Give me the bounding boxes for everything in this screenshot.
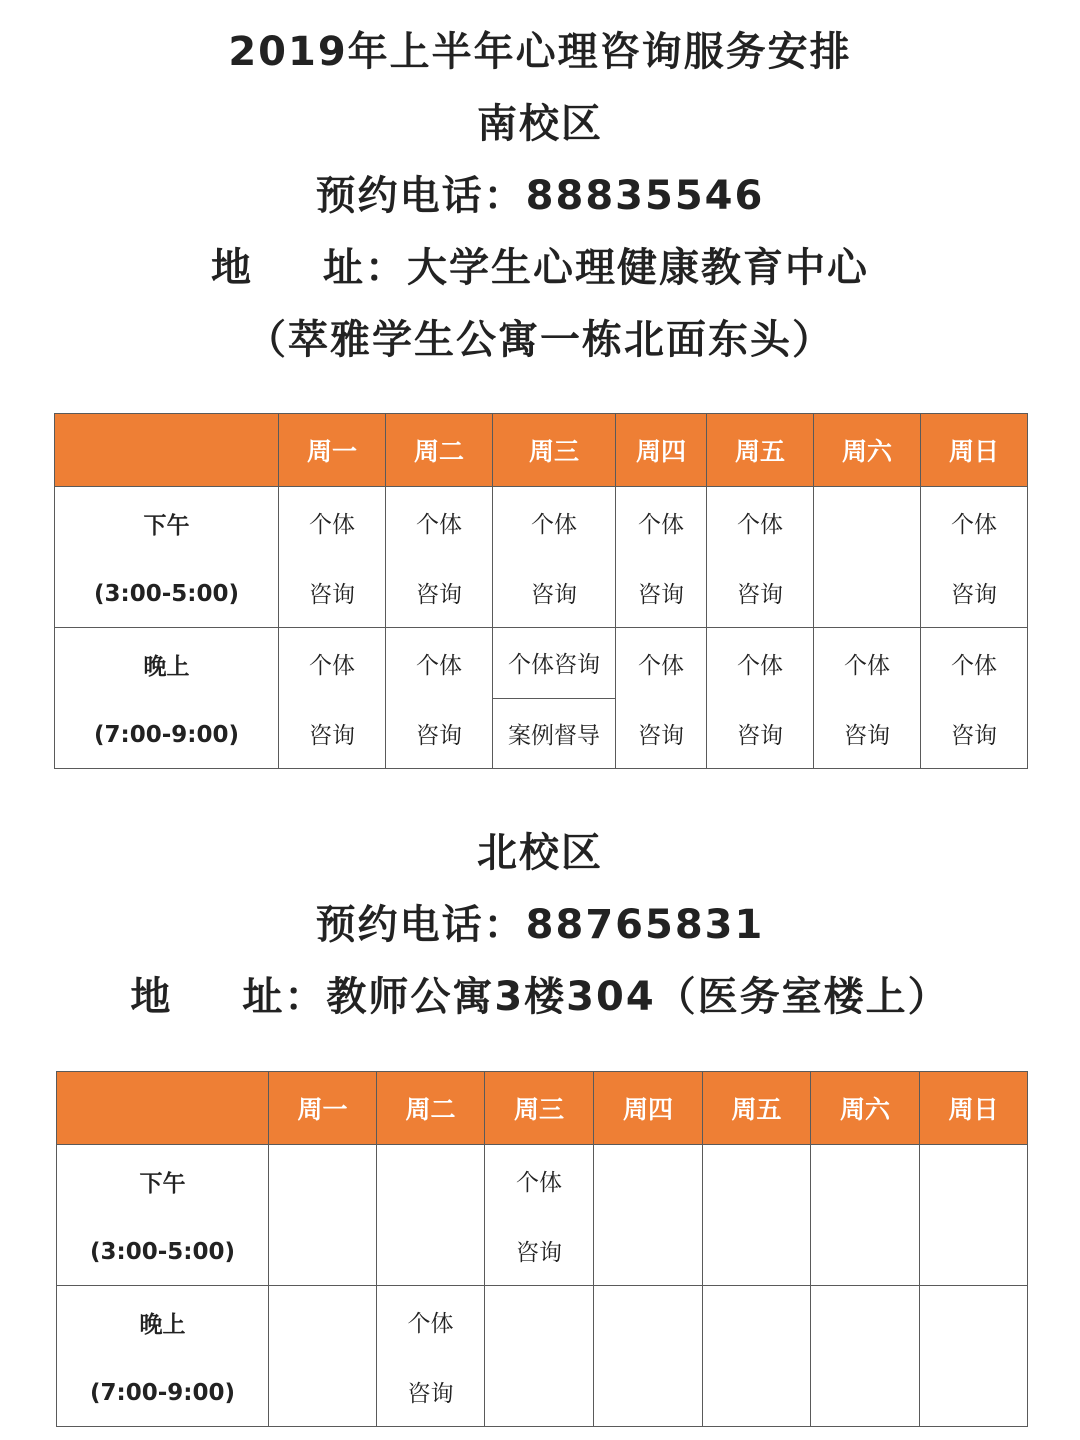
table-row (55, 628, 1028, 769)
schedule-cell (920, 1286, 1028, 1427)
split-bottom: 案例督导 (508, 722, 600, 749)
schedule-cell (386, 628, 493, 769)
schedule-cell (616, 487, 707, 628)
day-header: 周六 (814, 414, 921, 487)
day-header: 周五 (707, 414, 814, 487)
schedule-cell (703, 1286, 811, 1427)
time-slot-hours: (3:00-5:00) (94, 580, 239, 607)
schedule-cell (279, 628, 386, 769)
time-slot-name: 下午 (143, 513, 190, 540)
south-address (0, 232, 1080, 304)
schedule-cell (811, 1145, 920, 1286)
header-row (55, 414, 1028, 487)
day-header: 周一 (279, 414, 386, 487)
time-slot-name: 晚上 (139, 1312, 186, 1339)
day-header: 周四 (616, 414, 707, 487)
time-slot-cell (57, 1286, 269, 1427)
time-slot-hours: (3:00-5:00) (90, 1238, 235, 1265)
day-header: 周日 (921, 414, 1028, 487)
north-address (0, 961, 1080, 1033)
time-slot-hours: (7:00-9:00) (94, 721, 239, 748)
day-header: 周三 (485, 1072, 594, 1145)
cell-line: 个体 (309, 652, 355, 679)
day-header: 周六 (811, 1072, 920, 1145)
north-campus-title: 北校区 (477, 830, 603, 876)
day-header: 周三 (493, 414, 616, 487)
south-address-sub: （萃雅学生公寓一栋北面东头） (246, 317, 834, 363)
time-slot-cell (55, 628, 279, 769)
schedule-cell (703, 1145, 811, 1286)
south-campus-title: 南校区 (477, 101, 603, 147)
day-header: 周五 (703, 1072, 811, 1145)
schedule-cell (811, 1286, 920, 1427)
day-header: 周一 (269, 1072, 377, 1145)
schedule-cell (269, 1145, 377, 1286)
day-header: 周四 (594, 1072, 703, 1145)
cell-line: 咨询 (531, 581, 577, 608)
schedule-cell (814, 487, 921, 628)
cell-line: 咨询 (416, 722, 462, 749)
cell-line: 咨询 (737, 581, 783, 608)
schedule-cell (707, 628, 814, 769)
corner-cell (55, 414, 279, 487)
cell-line: 咨询 (844, 722, 890, 749)
time-slot-cell (55, 487, 279, 628)
schedule-cell (920, 1145, 1028, 1286)
schedule-cell-split (493, 628, 616, 769)
schedule-cell (814, 628, 921, 769)
schedule-cell (594, 1145, 703, 1286)
schedule-cell (707, 487, 814, 628)
schedule-cell (493, 487, 616, 628)
cell-line: 咨询 (309, 581, 355, 608)
cell-line: 个体 (309, 511, 355, 538)
cell-line: 咨询 (407, 1380, 454, 1407)
table-row (57, 1286, 1028, 1427)
time-slot-hours: (7:00-9:00) (90, 1379, 235, 1406)
north-address-label-2: 址：教师公寓3楼304（医务室楼上） (242, 974, 950, 1020)
cell-line: 咨询 (309, 722, 355, 749)
cell-line: 咨询 (638, 581, 684, 608)
schedule-cell (594, 1286, 703, 1427)
table-row (55, 487, 1028, 628)
cell-line: 咨询 (737, 722, 783, 749)
cell-line: 个体 (951, 652, 997, 679)
schedule-cell (921, 487, 1028, 628)
south-address-label-1: 地 (211, 245, 253, 291)
document-title: 2019年上半年心理咨询服务安排 (228, 29, 852, 75)
day-header: 周二 (386, 414, 493, 487)
schedule-cell (377, 1286, 485, 1427)
cell-line: 个体 (638, 652, 684, 679)
north-address-label-1: 地 (130, 974, 173, 1020)
schedule-cell (616, 628, 707, 769)
north-phone: 预约电话：88765831 (315, 902, 765, 948)
day-header: 周二 (377, 1072, 485, 1145)
cell-line: 个体 (407, 1310, 454, 1337)
time-slot-name: 晚上 (143, 654, 190, 681)
cell-line: 咨询 (951, 581, 997, 608)
cell-line: 咨询 (638, 722, 684, 749)
cell-line: 个体 (844, 652, 890, 679)
schedule-cell (279, 487, 386, 628)
corner-cell (57, 1072, 269, 1145)
day-header: 周日 (920, 1072, 1028, 1145)
south-phone: 预约电话：88835546 (315, 173, 765, 219)
schedule-cell (386, 487, 493, 628)
table-row (57, 1145, 1028, 1286)
cell-line: 个体 (516, 1169, 562, 1196)
split-top: 个体咨询 (493, 628, 615, 699)
cell-line: 个体 (531, 511, 577, 538)
schedule-cell (377, 1145, 485, 1286)
cell-line: 咨询 (951, 722, 997, 749)
time-slot-name: 下午 (139, 1171, 186, 1198)
schedule-cell (485, 1145, 594, 1286)
cell-line: 个体 (737, 652, 783, 679)
north-schedule-table (56, 1071, 1028, 1427)
cell-line: 个体 (951, 511, 997, 538)
cell-line: 个体 (737, 511, 783, 538)
header-row (57, 1072, 1028, 1145)
south-address-label-2: 址：大学生心理健康教育中心 (323, 245, 869, 291)
cell-line: 咨询 (416, 581, 462, 608)
schedule-cell (921, 628, 1028, 769)
south-schedule-table (54, 413, 1028, 769)
schedule-cell (485, 1286, 594, 1427)
cell-line: 个体 (416, 511, 462, 538)
schedule-cell (269, 1286, 377, 1427)
time-slot-cell (57, 1145, 269, 1286)
cell-line: 咨询 (516, 1239, 562, 1266)
cell-line: 个体 (416, 652, 462, 679)
cell-line: 个体 (638, 511, 684, 538)
